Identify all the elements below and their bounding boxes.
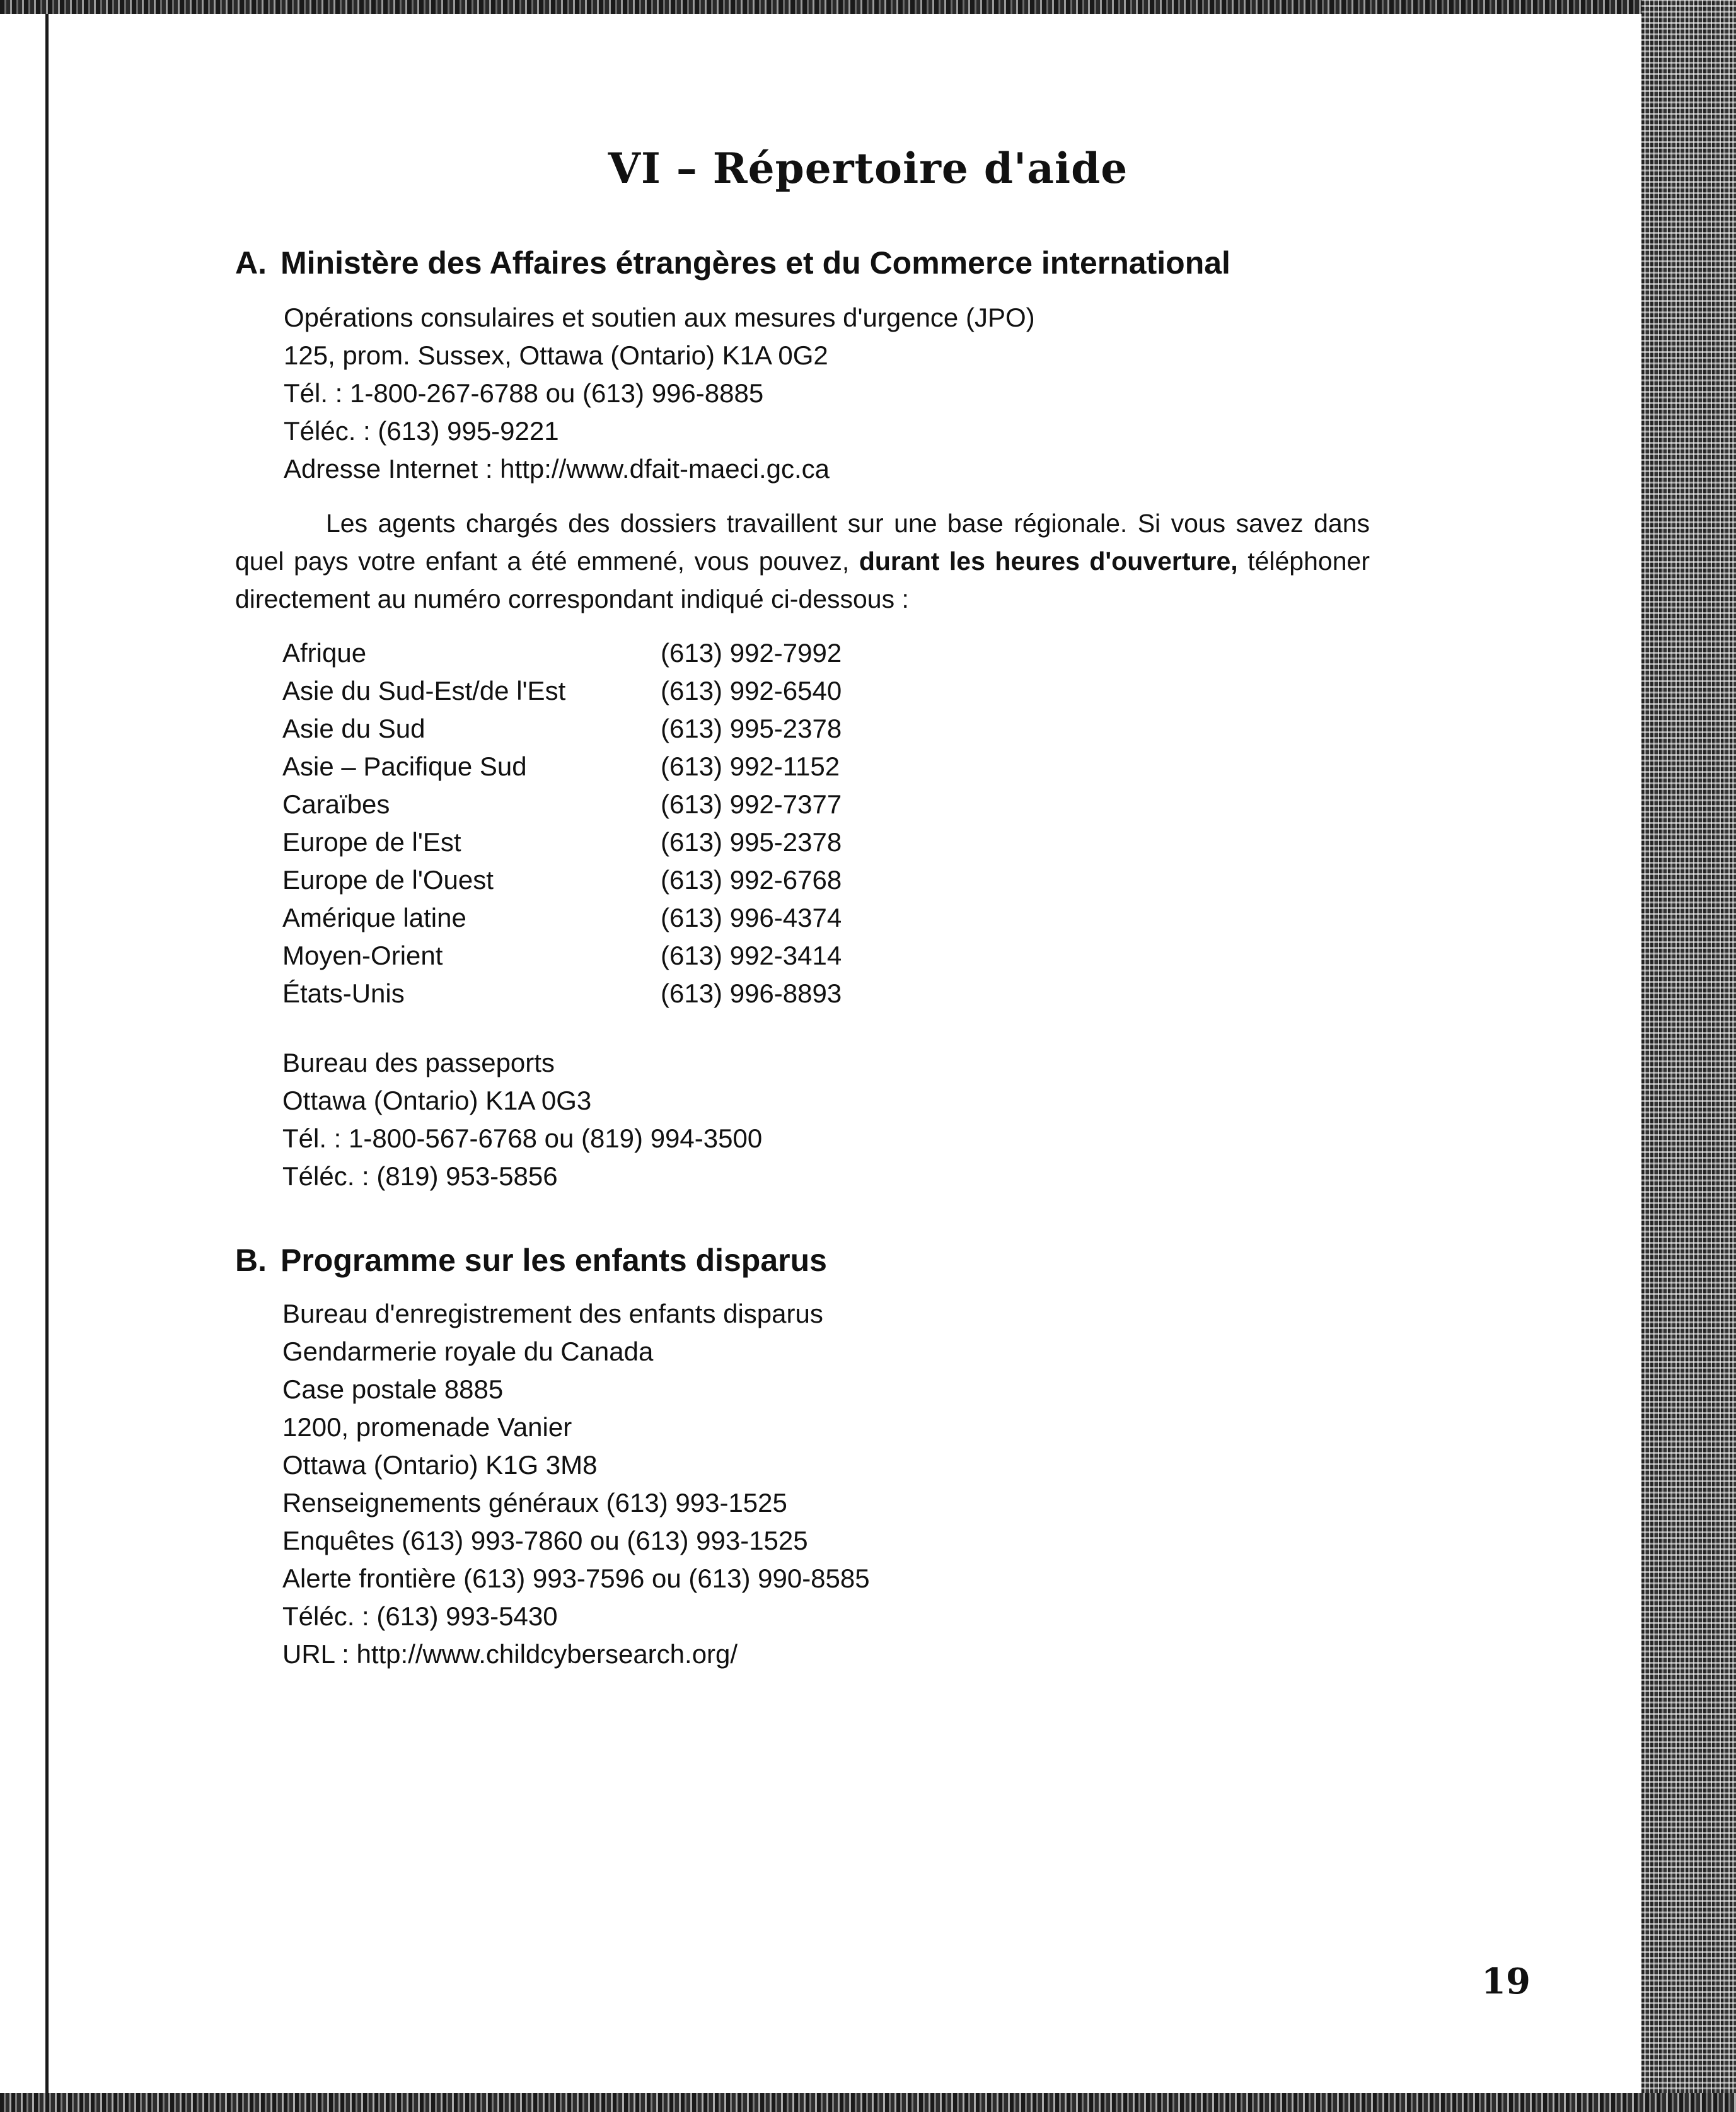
contact-line: 1200, promenade Vanier xyxy=(282,1412,572,1442)
region-name: Asie du Sud-Est/de l'Est xyxy=(282,676,566,705)
region-name: Afrique xyxy=(282,638,367,668)
region-name: Caraïbes xyxy=(282,789,390,819)
table-row xyxy=(282,786,842,823)
section-b-letter: B. xyxy=(235,1243,267,1278)
paragraph-text: Les agents chargés des dossiers travaillent sur une base régionale. Si vous savez dans quel pays votre enfant a été emmené, vous pouvez, xyxy=(235,509,1370,576)
scan-edge-top xyxy=(0,0,1736,14)
section-a-title: Ministère des Affaires étrangères et du Commerce international xyxy=(281,245,1230,281)
table-row xyxy=(282,937,842,975)
region-phone: (613) 992-6540 xyxy=(661,676,842,705)
section-a-heading xyxy=(235,245,1230,281)
region-name: Amérique latine xyxy=(282,903,466,932)
contact-line: Enquêtes (613) 993-7860 ou (613) 993-1525 xyxy=(282,1526,808,1555)
address-line: 125, prom. Sussex, Ottawa (Ontario) K1A 0G2 xyxy=(284,340,828,370)
contact-line: Bureau d'enregistrement des enfants disparus xyxy=(282,1299,823,1328)
address-line: Tél. : 1-800-267-6788 ou (613) 996-8885 xyxy=(284,378,764,408)
table-row xyxy=(282,710,842,748)
address-line: Opérations consulaires et soutien aux mesures d'urgence (JPO) xyxy=(284,303,1035,332)
table-row xyxy=(282,823,842,861)
table-row xyxy=(282,899,842,937)
table-row xyxy=(282,748,842,786)
table-row xyxy=(282,861,842,899)
page-title: VI – Répertoire d'aide xyxy=(608,144,1128,193)
passport-line: Tél. : 1-800-567-6768 ou (819) 994-3500 xyxy=(282,1123,763,1153)
region-phone: (613) 992-6768 xyxy=(661,865,842,895)
passport-line: Ottawa (Ontario) K1A 0G3 xyxy=(282,1086,592,1115)
regional-phone-table xyxy=(282,634,842,1012)
region-name: Moyen-Orient xyxy=(282,941,443,970)
contact-line: Ottawa (Ontario) K1G 3M8 xyxy=(282,1450,598,1480)
table-row xyxy=(282,975,842,1012)
intro-paragraph xyxy=(235,504,1370,618)
region-name: États-Unis xyxy=(282,978,405,1008)
contact-line: Gendarmerie royale du Canada xyxy=(282,1337,654,1366)
section-b-title: Programme sur les enfants disparus xyxy=(281,1243,827,1278)
section-a-letter: A. xyxy=(235,245,267,281)
region-phone: (613) 992-3414 xyxy=(661,941,842,970)
table-row xyxy=(282,672,842,710)
scan-edge-bottom xyxy=(0,2093,1736,2112)
scan-edge-right xyxy=(1641,0,1736,2112)
page-number: 19 xyxy=(1481,1961,1531,2002)
passport-line: Téléc. : (819) 953-5856 xyxy=(282,1161,558,1191)
region-phone: (613) 996-8893 xyxy=(661,978,842,1008)
scan-edge-left xyxy=(45,14,49,2093)
contact-line: Téléc. : (613) 993-5430 xyxy=(282,1601,558,1631)
contact-line: Case postale 8885 xyxy=(282,1374,504,1404)
paragraph-text: téléphoner directement au numéro correspondant indiqué ci-dessous : xyxy=(235,547,1370,613)
region-name: Asie – Pacifique Sud xyxy=(282,751,527,781)
region-phone: (613) 995-2378 xyxy=(661,714,842,743)
region-phone: (613) 992-7377 xyxy=(661,789,842,819)
paragraph-emphasis: durant les heures d'ouverture, xyxy=(859,547,1238,576)
region-name: Europe de l'Est xyxy=(282,827,461,857)
table-row xyxy=(282,634,842,672)
region-name: Europe de l'Ouest xyxy=(282,865,494,895)
section-b-heading xyxy=(235,1242,827,1279)
region-phone: (613) 996-4374 xyxy=(661,903,842,932)
contact-line: Renseignements généraux (613) 993-1525 xyxy=(282,1488,787,1517)
contact-line: Alerte frontière (613) 993-7596 ou (613) 990-8585 xyxy=(282,1564,870,1593)
address-line: Téléc. : (613) 995-9221 xyxy=(284,416,559,446)
region-phone: (613) 992-7992 xyxy=(661,638,842,668)
region-name: Asie du Sud xyxy=(282,714,425,743)
website-link[interactable]: URL : http://www.childcybersearch.org/ xyxy=(282,1639,738,1669)
website-link[interactable]: Adresse Internet : http://www.dfait-maeci.gc.ca xyxy=(284,454,830,484)
region-phone: (613) 995-2378 xyxy=(661,827,842,857)
passport-line: Bureau des passeports xyxy=(282,1048,555,1077)
region-phone: (613) 992-1152 xyxy=(661,751,840,781)
